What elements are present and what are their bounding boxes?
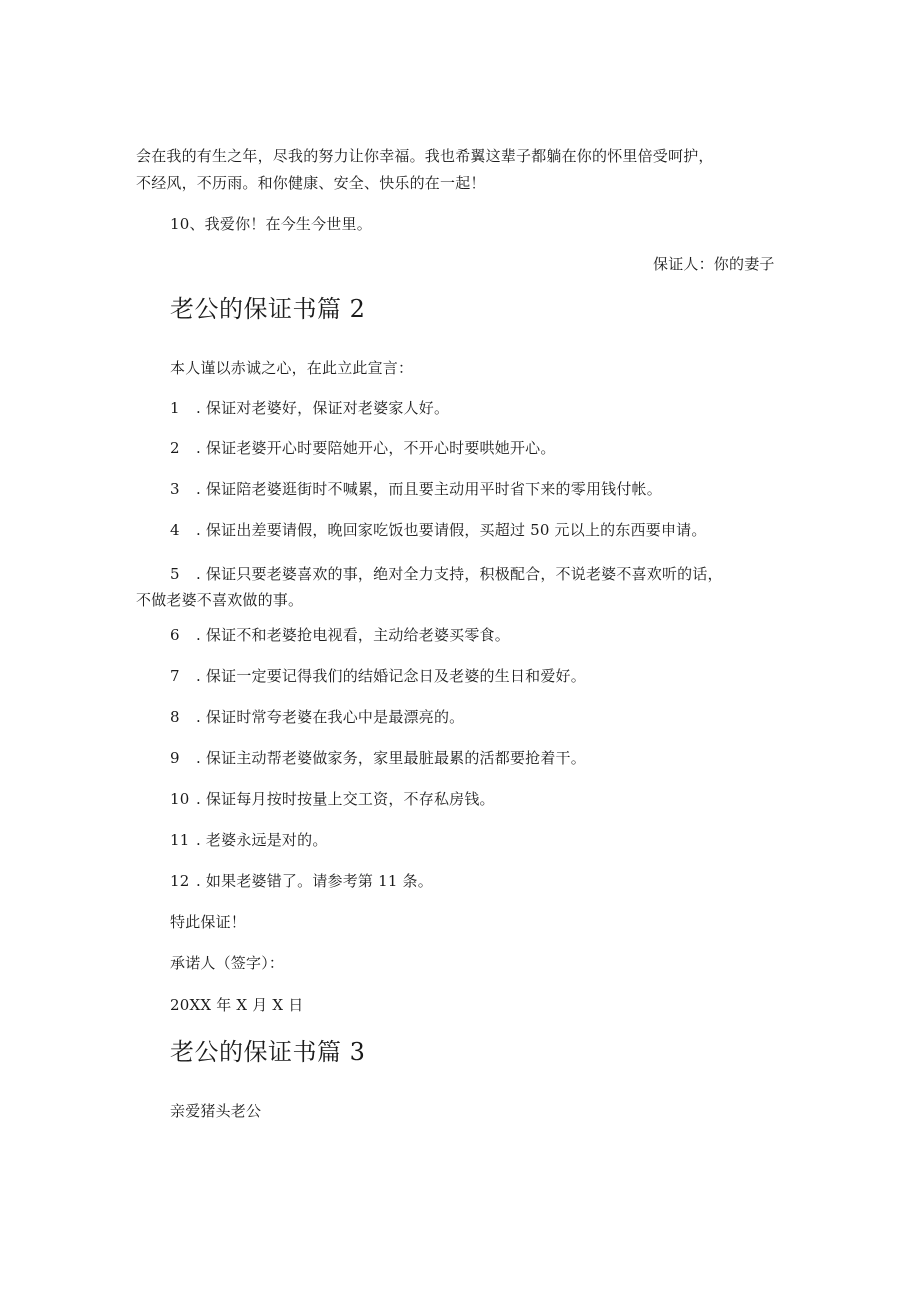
- list-item-text: . 保证出差要请假，晚回家吃饭也要请假，买超过 50 元以上的东西要申请。: [196, 521, 707, 539]
- list-item: [170, 829, 328, 851]
- section-3-salutation: 亲爱猪头老公: [170, 1102, 262, 1120]
- list-item-number: 10: [170, 790, 190, 808]
- intro-item-10: 10、我爱你！在今生今世里。: [170, 215, 372, 233]
- list-item-number: 1: [170, 399, 180, 417]
- list-item-text: . 保证主动帮老婆做家务，家里最脏最累的活都要抢着干。: [196, 749, 586, 767]
- list-item: [170, 519, 707, 541]
- list-item: [170, 397, 449, 419]
- list-item-text: . 如果老婆错了。请参考第 11 条。: [196, 872, 433, 890]
- list-item: [170, 665, 586, 687]
- list-item-text: . 保证陪老婆逛街时不喊累，而且要主动用平时省下来的零用钱付帐。: [196, 480, 662, 498]
- list-item-text: . 保证对老婆好，保证对老婆家人好。: [196, 399, 450, 417]
- list-item-number: 4: [170, 521, 180, 539]
- list-item: [170, 706, 464, 728]
- date-line: 20XX 年 X 月 X 日: [170, 996, 304, 1014]
- list-item-number: 6: [170, 626, 180, 644]
- section-2-closing: 特此保证！: [170, 913, 247, 931]
- list-item-number: 7: [170, 667, 180, 685]
- list-item-number: 2: [170, 439, 180, 457]
- list-item-number: 9: [170, 749, 180, 767]
- list-item-text: . 保证每月按时按量上交工资，不存私房钱。: [196, 790, 495, 808]
- list-item-text: . 保证不和老婆抢电视看，主动给老婆买零食。: [196, 626, 510, 644]
- list-item-number: 3: [170, 480, 180, 498]
- list-item-number: 12: [170, 872, 190, 890]
- list-item-number: 8: [170, 708, 180, 726]
- intro-signer: 保证人：你的妻子: [653, 255, 775, 273]
- list-item-text: . 保证老婆开心时要陪她开心，不开心时要哄她开心。: [196, 439, 556, 457]
- intro-line-1: 会在我的有生之年，尽我的努力让你幸福。我也希翼这辈子都躺在你的怀里倍受呵护，: [136, 147, 714, 165]
- list-item-number: 11: [170, 831, 190, 849]
- list-item: [170, 870, 433, 892]
- signature-line: 承诺人（签字）：: [170, 954, 285, 972]
- section-3-heading: 老公的保证书篇 3: [170, 1038, 366, 1066]
- list-item-text: . 老婆永远是对的。: [196, 831, 328, 849]
- section-2-heading: 老公的保证书篇 2: [170, 295, 366, 323]
- list-item: [170, 788, 495, 810]
- list-item: [170, 747, 586, 769]
- list-item-continuation: 不做老婆不喜欢做的事。: [136, 591, 304, 609]
- list-item-number: 5: [170, 565, 180, 583]
- list-item-text: . 保证只要老婆喜欢的事，绝对全力支持，积极配合，不说老婆不喜欢听的话，: [196, 565, 723, 583]
- list-item: [170, 563, 723, 585]
- list-item-text: . 保证时常夸老婆在我心中是最漂亮的。: [196, 708, 465, 726]
- list-item-text: . 保证一定要记得我们的结婚记念日及老婆的生日和爱好。: [196, 667, 586, 685]
- intro-line-2: 不经风，不历雨。和你健康、安全、快乐的在一起！: [136, 174, 486, 192]
- list-item: [170, 624, 510, 646]
- list-item: [170, 478, 662, 500]
- list-item: [170, 437, 556, 459]
- section-2-opening: 本人谨以赤诚之心，在此立此宣言：: [170, 359, 414, 377]
